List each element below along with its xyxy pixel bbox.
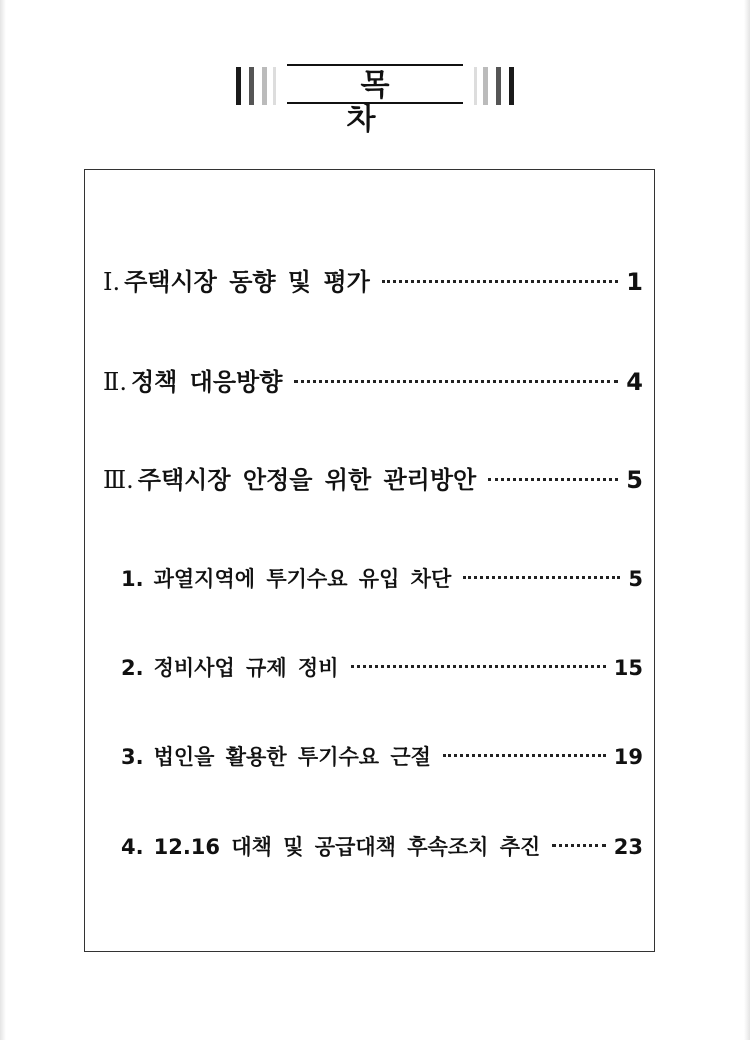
dot-leader bbox=[443, 754, 606, 757]
title-bar-right-1 bbox=[474, 67, 477, 105]
toc-entry-label: 과열지역에 투기수요 유입 차단 bbox=[153, 567, 452, 591]
toc-entry-page: 4 bbox=[626, 368, 643, 396]
toc-entry-page: 1 bbox=[626, 268, 643, 296]
toc-entry-number: Ⅰ. bbox=[103, 268, 121, 296]
toc-entry-label: 법인을 활용한 투기수요 근절 bbox=[153, 745, 431, 769]
toc-entry-3[interactable] bbox=[103, 460, 643, 495]
toc-entry-2[interactable] bbox=[103, 362, 643, 397]
toc-entry-3-2[interactable] bbox=[121, 652, 643, 682]
toc-entry-3-3[interactable] bbox=[121, 741, 643, 771]
toc-entry-number: 4. bbox=[121, 835, 144, 859]
dot-leader bbox=[488, 478, 618, 481]
toc-entry-label: 주택시장 안정을 위한 관리방안 bbox=[137, 466, 477, 494]
title-bar-right-2 bbox=[483, 67, 488, 105]
dot-leader bbox=[351, 665, 606, 668]
toc-entry-label: 정책 대응방향 bbox=[130, 368, 283, 396]
toc-entry-label: 12.16 대책 및 공급대책 후속조치 추진 bbox=[153, 835, 541, 859]
page-title: 목 차 bbox=[346, 68, 418, 137]
toc-entry-label: 주택시장 동향 및 평가 bbox=[124, 268, 370, 296]
title-bar-left-3 bbox=[262, 67, 267, 105]
toc-entry-number: 2. bbox=[121, 656, 144, 680]
toc-entry-number: 3. bbox=[121, 745, 144, 769]
toc-entry-page: 23 bbox=[613, 835, 643, 859]
dot-leader bbox=[463, 576, 620, 579]
title-bar-left-1 bbox=[236, 67, 241, 105]
dot-leader bbox=[552, 844, 605, 847]
page-edge-left bbox=[0, 0, 6, 1040]
toc-entry-page: 5 bbox=[628, 567, 643, 591]
toc-entry-number: Ⅲ. bbox=[103, 466, 134, 494]
toc-entry-3-4[interactable] bbox=[121, 831, 643, 861]
title-block bbox=[0, 64, 750, 137]
toc-entry-label: 정비사업 규제 정비 bbox=[153, 656, 339, 680]
page-edge-right bbox=[744, 0, 750, 1040]
toc-entry-1[interactable] bbox=[103, 262, 643, 297]
toc-entry-number: 1. bbox=[121, 567, 144, 591]
title-bar-left-4 bbox=[273, 67, 276, 105]
toc-entry-page: 19 bbox=[613, 745, 643, 769]
title-bar-left-2 bbox=[249, 67, 254, 105]
title-bar-right-3 bbox=[496, 67, 501, 105]
toc-entry-number: Ⅱ. bbox=[103, 368, 127, 396]
toc-entry-3-1[interactable] bbox=[121, 563, 643, 593]
dot-leader bbox=[382, 280, 618, 283]
toc-entry-page: 5 bbox=[626, 466, 643, 494]
title-box bbox=[287, 64, 463, 137]
title-bar-right-4 bbox=[509, 67, 514, 105]
dot-leader bbox=[294, 380, 618, 383]
toc-entry-page: 15 bbox=[613, 656, 643, 680]
